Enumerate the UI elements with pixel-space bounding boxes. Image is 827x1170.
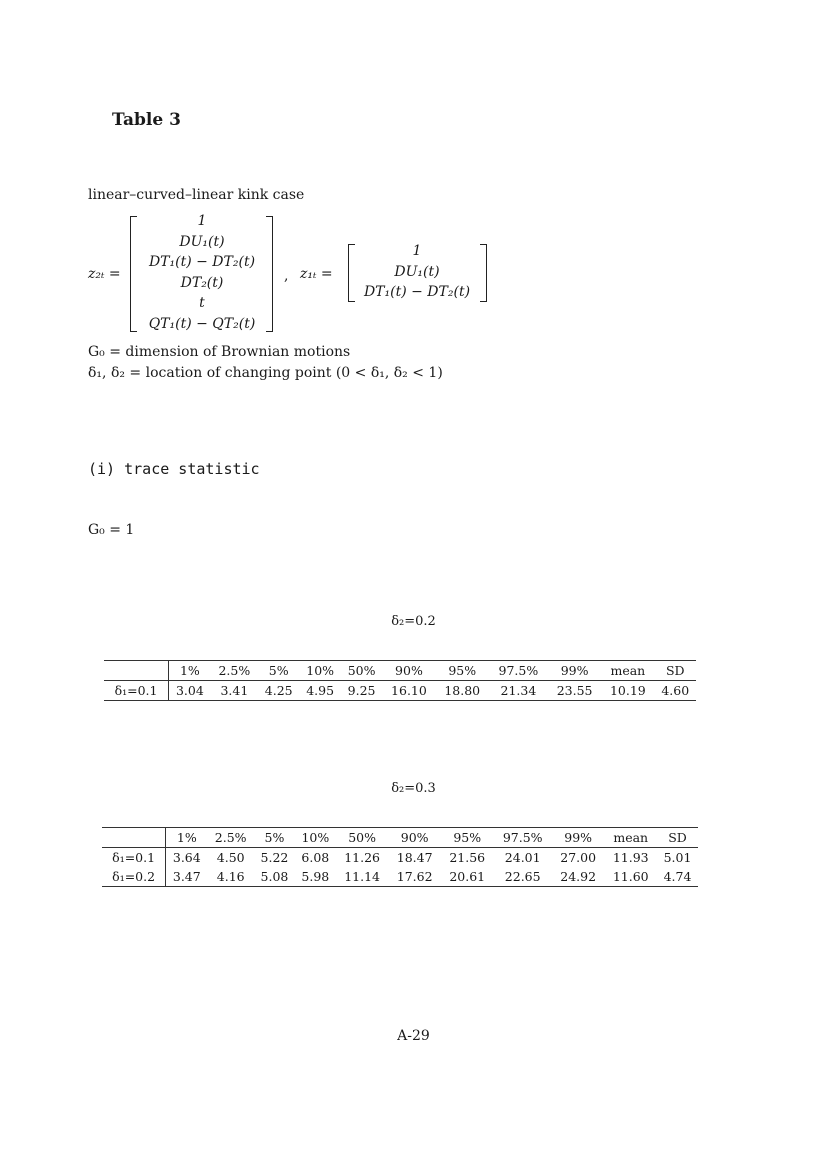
table-cell: 11.26 — [344, 850, 380, 865]
column-header: 50% — [348, 830, 376, 845]
row-label: δ₁=0.1 — [104, 681, 169, 701]
table-cell: 3.47 — [172, 869, 201, 884]
column-header: 1% — [176, 830, 197, 845]
column-header: 90% — [395, 663, 423, 678]
table-cell: 5.08 — [260, 869, 289, 884]
table-cell: 17.62 — [396, 869, 433, 884]
column-header: 95% — [448, 663, 477, 678]
table-cell: 5.22 — [260, 850, 289, 865]
table-cell: 5.01 — [663, 850, 692, 865]
column-header: 1% — [179, 663, 200, 678]
matrix1-entry: QT₁(t) − QT₂(t) — [148, 315, 256, 332]
matrix1-entry: t — [199, 295, 205, 311]
table-cell: 9.25 — [347, 683, 376, 698]
table-cell: 10.19 — [609, 683, 646, 698]
column-header: 2.5% — [218, 663, 251, 678]
row-label: δ₁=0.1 — [102, 848, 166, 868]
table-cell: 4.25 — [264, 683, 293, 698]
header-corner — [104, 661, 169, 681]
matrix2-entry: DU₁(t) — [394, 263, 440, 280]
table1-header-row — [104, 661, 696, 681]
row-label: δ₁=0.2 — [102, 867, 166, 887]
table-cell: 20.61 — [449, 869, 486, 884]
column-header: 95% — [453, 830, 482, 845]
column-header: 10% — [306, 663, 335, 678]
table-cell: 22.65 — [504, 869, 541, 884]
column-header: 10% — [301, 830, 330, 845]
table-title: Table 3 — [112, 110, 181, 130]
table-cell: 24.01 — [504, 850, 541, 865]
matrix2-entry: DT₁(t) − DT₂(t) — [363, 284, 471, 300]
g0-definition: G₀ = dimension of Brownian motions — [88, 344, 351, 360]
case-description: linear–curved–linear kink case — [88, 187, 305, 203]
table-cell: 11.14 — [344, 869, 380, 884]
table-cell: 11.93 — [612, 850, 649, 865]
column-header: 90% — [400, 830, 429, 845]
table-cell: 4.74 — [663, 869, 692, 884]
matrix2-lhs: z₁ₜ = — [300, 266, 333, 282]
column-header: SD — [665, 663, 685, 678]
table-cell: 16.10 — [391, 683, 427, 698]
page-number: A-29 — [397, 1028, 430, 1044]
header-corner — [102, 828, 166, 848]
table-row — [102, 867, 698, 887]
table-cell: 21.34 — [500, 683, 537, 698]
table1 — [104, 660, 696, 701]
delta-definition: δ₁, δ₂ = location of changing point (0 < δ₁, δ₂ < 1) — [88, 365, 443, 381]
table-cell: 6.08 — [301, 850, 330, 865]
g0-value: G₀ = 1 — [88, 522, 135, 538]
column-header: 97.5% — [498, 663, 539, 678]
table-cell: 24.92 — [560, 869, 597, 884]
table-cell: 4.50 — [216, 850, 245, 865]
table-cell: 18.47 — [396, 850, 433, 865]
table-cell: 3.64 — [172, 850, 201, 865]
table-cell: 4.95 — [306, 683, 335, 698]
matrix-separator: , — [284, 268, 289, 284]
column-header: mean — [613, 830, 649, 845]
column-header: mean — [610, 663, 646, 678]
table-cell: 5.98 — [301, 869, 330, 884]
table-cell: 4.16 — [216, 869, 245, 884]
column-header: 99% — [560, 663, 589, 678]
table-cell: 4.60 — [661, 683, 690, 698]
table2 — [102, 827, 698, 887]
column-header: 99% — [564, 830, 593, 845]
matrix1-entry: DU₁(t) — [179, 233, 225, 250]
table-cell: 21.56 — [449, 850, 486, 865]
matrix1-entry: DT₁(t) − DT₂(t) — [148, 254, 256, 270]
section-title: (i) trace statistic — [88, 460, 260, 478]
matrix2-entry: 1 — [412, 243, 422, 259]
table-row — [102, 848, 698, 868]
table-cell: 3.04 — [175, 683, 204, 698]
table-cell: 18.80 — [444, 683, 481, 698]
table-row — [104, 681, 696, 701]
table-cell: 27.00 — [560, 850, 597, 865]
table2-header-row — [102, 828, 698, 848]
column-header: 50% — [347, 663, 376, 678]
matrix1-entry: 1 — [197, 213, 207, 229]
table2-caption: δ₂=0.3 — [391, 781, 436, 796]
table-cell: 23.55 — [556, 683, 593, 698]
table-cell: 3.41 — [220, 683, 249, 698]
column-header: 97.5% — [502, 830, 543, 845]
matrix1-entry: DT₂(t) — [180, 274, 224, 291]
column-header: SD — [668, 830, 687, 845]
column-header: 5% — [264, 830, 285, 845]
matrix1-lhs: z₂ₜ = — [88, 266, 121, 282]
table-cell: 11.60 — [612, 869, 649, 884]
table1-caption: δ₂=0.2 — [391, 614, 436, 629]
column-header: 2.5% — [214, 830, 247, 845]
column-header: 5% — [268, 663, 289, 678]
